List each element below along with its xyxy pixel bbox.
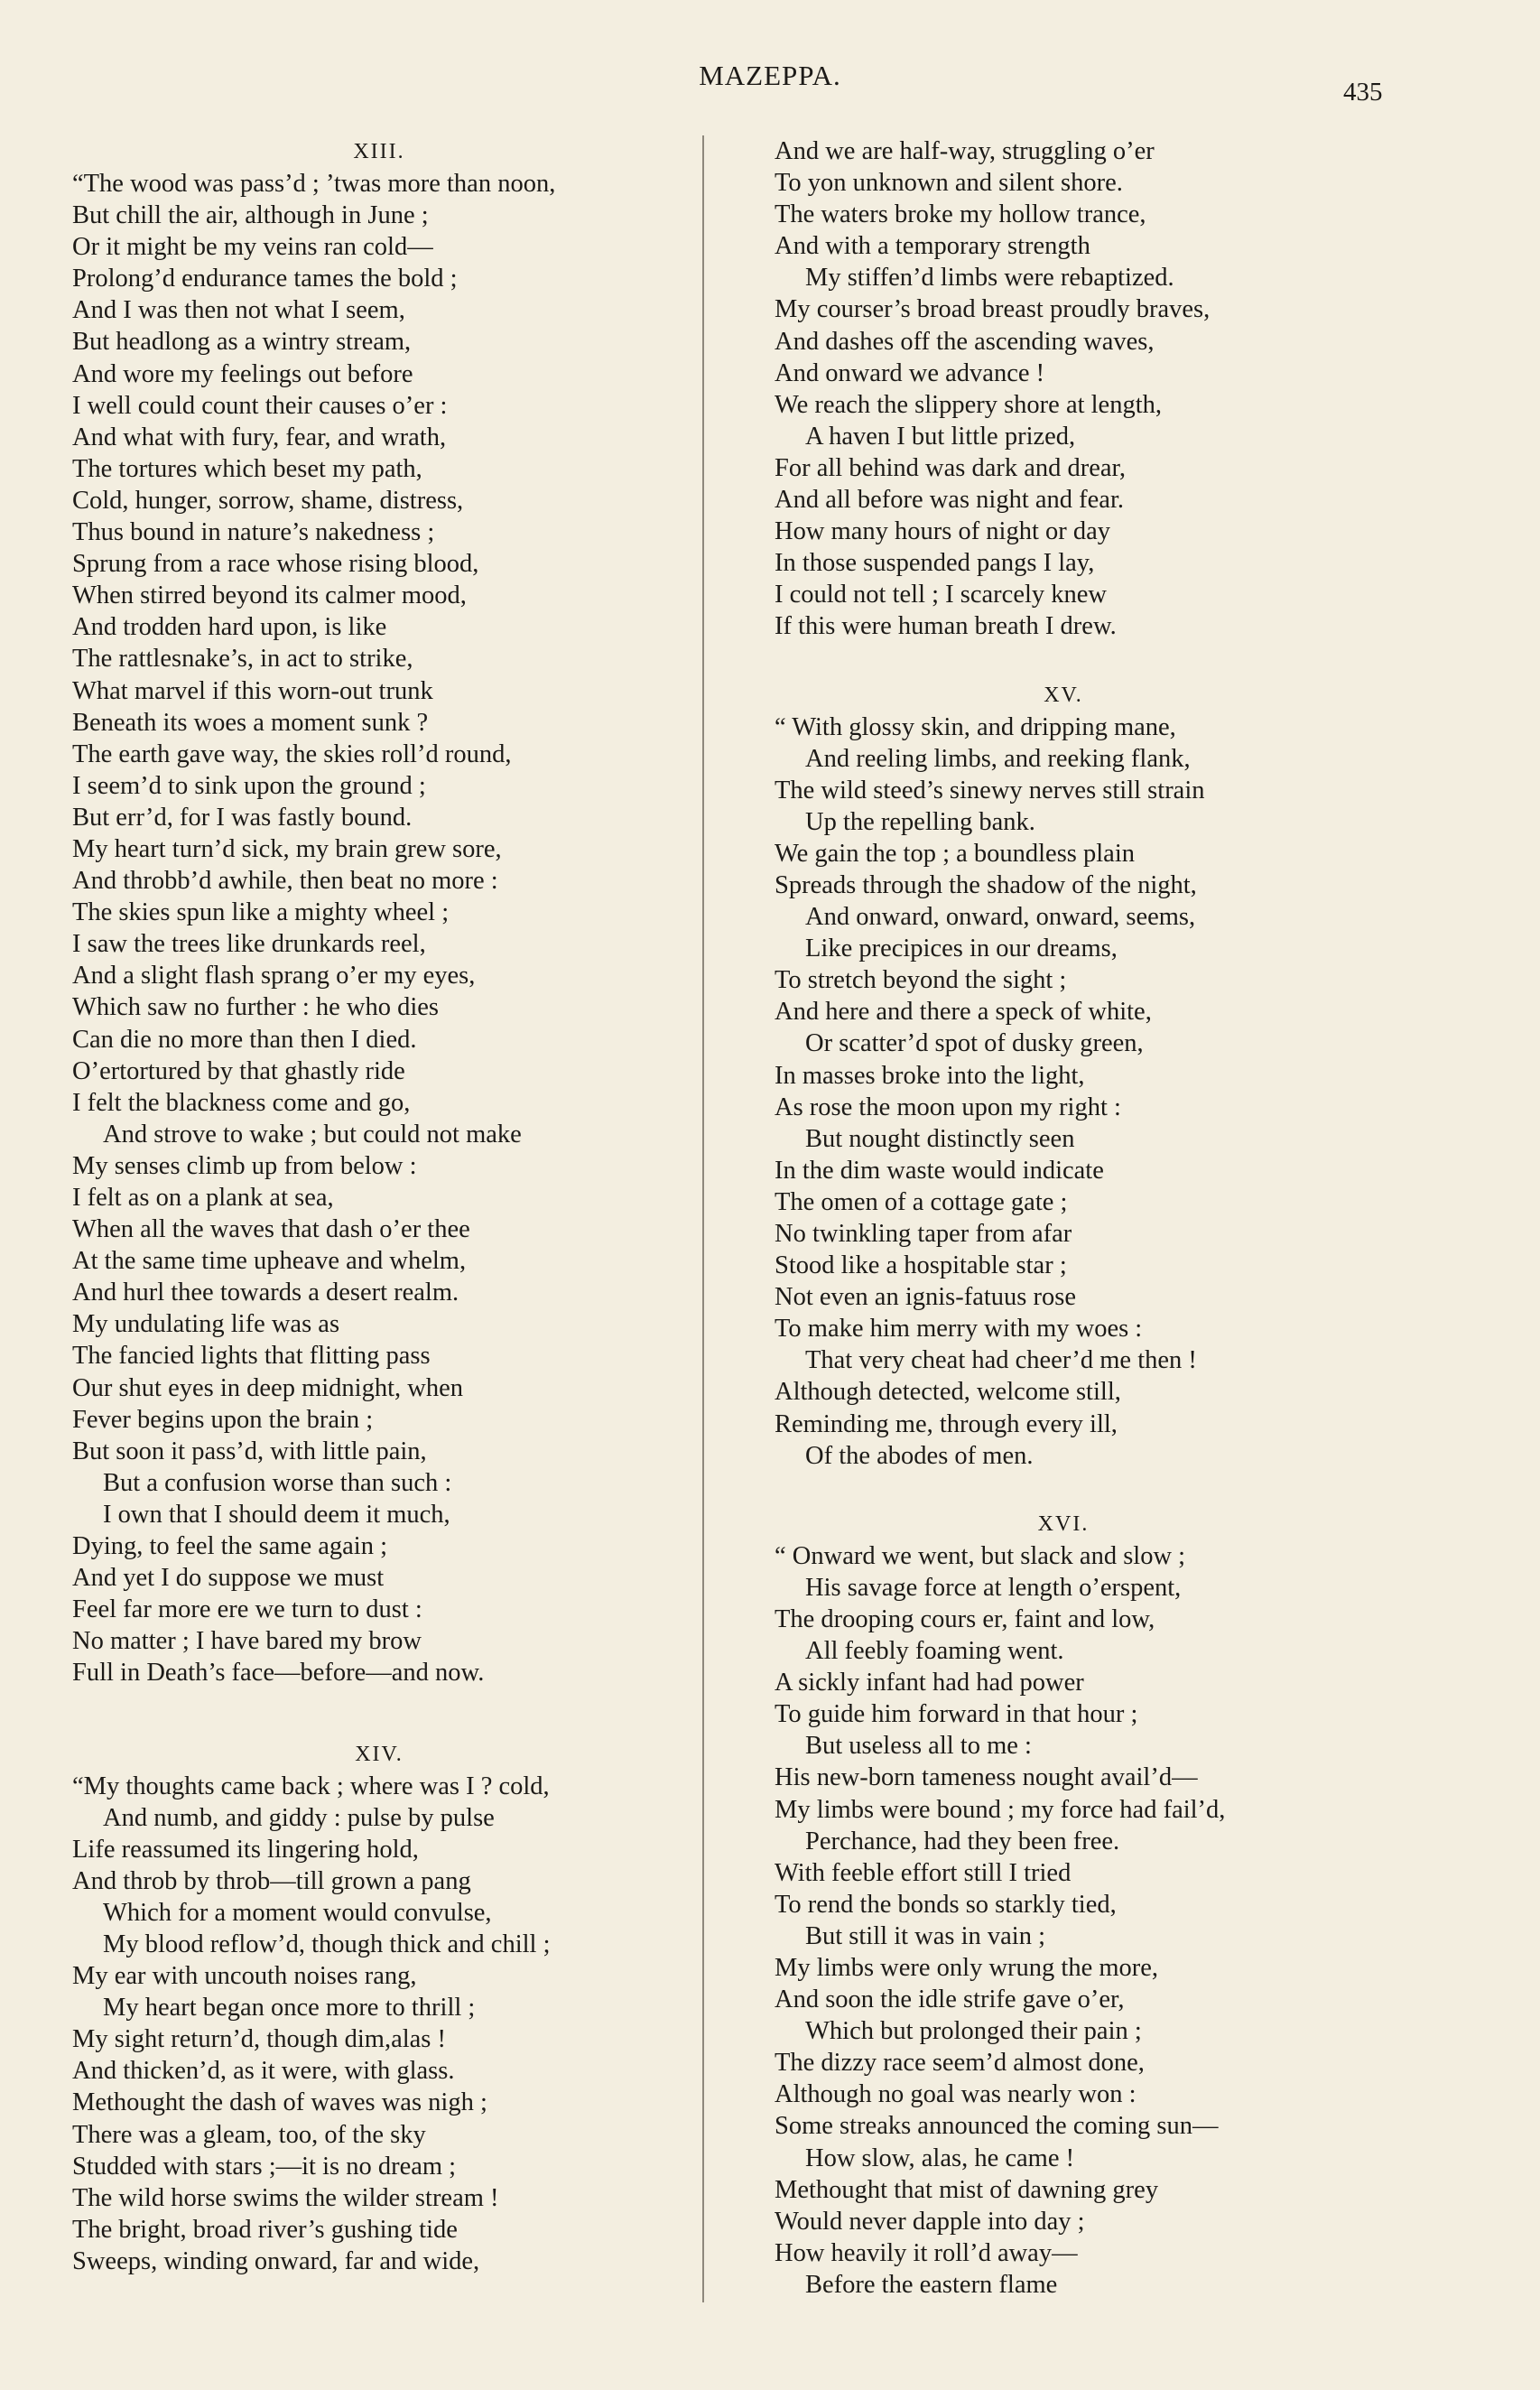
verse-line: Like precipices in our dreams,: [805, 935, 1118, 963]
verse-line: “ Onward we went, but slack and slow ;: [775, 1541, 1186, 1570]
verse-line: The skies spun like a mighty wheel ;: [72, 898, 450, 927]
left-column: [72, 135, 686, 2277]
verse-line: We gain the top ; a boundless plain: [775, 839, 1135, 868]
verse-line: My sight return’d, though dim,alas !: [72, 2025, 446, 2054]
verse-line: Which saw no further : he who dies: [72, 993, 440, 1022]
verse-line: With feeble effort still I tried: [775, 1858, 1072, 1887]
verse-line: The wild horse swims the wilder stream !: [72, 2183, 499, 2212]
stanza-xiv-continued: [775, 135, 1352, 643]
verse-line: Prolong’d endurance tames the bold ;: [72, 265, 458, 293]
verse-line: And yet I do suppose we must: [72, 1564, 385, 1593]
section-numeral-xv: XV.: [1044, 683, 1083, 707]
verse-line: A haven I but little prized,: [805, 422, 1076, 451]
section-numeral-xiv: XIV.: [355, 1742, 404, 1766]
verse-line: To yon unknown and silent shore.: [775, 169, 1123, 198]
verse-line: The waters broke my hollow trance,: [775, 200, 1146, 229]
verse-line: All feebly foaming went.: [805, 1637, 1064, 1666]
verse-line: The earth gave way, the skies roll’d round,: [72, 739, 512, 768]
running-header-title: MAZEPPA.: [699, 60, 841, 91]
verse-line: O’ertortured by that ghastly ride: [72, 1056, 405, 1085]
verse-line: Can die no more than then I died.: [72, 1025, 417, 1054]
verse-line: And soon the idle strife gave o’er,: [775, 1985, 1125, 2014]
verse-line: And with a temporary strength: [775, 232, 1090, 261]
verse-line: Up the repelling bank.: [805, 807, 1035, 836]
verse-line: Life reassumed its lingering hold,: [72, 1835, 419, 1864]
verse-line: And we are half-way, struggling o’er: [775, 137, 1155, 165]
verse-line: Perchance, had they been free.: [805, 1827, 1120, 1855]
verse-line: Beneath its woes a moment sunk ?: [72, 708, 429, 737]
verse-line: That very cheat had cheer’d me then !: [805, 1346, 1197, 1375]
verse-line: I well could count their causes o’er :: [72, 391, 448, 420]
verse-line: No matter ; I have bared my brow: [72, 1627, 422, 1656]
verse-line: “My thoughts came back ; where was I ? cold,: [72, 1772, 550, 1800]
verse-line: I felt as on a plank at sea,: [72, 1184, 334, 1212]
verse-line: Thus bound in nature’s nakedness ;: [72, 518, 435, 547]
verse-line: And onward we advance !: [775, 358, 1045, 387]
verse-line: And dashes off the ascending waves,: [775, 327, 1155, 356]
verse-line: My senses climb up from below :: [72, 1151, 417, 1180]
verse-line: Studded with stars ;—it is no dream ;: [72, 2152, 457, 2181]
verse-line: And throbb’d awhile, then beat no more :: [72, 867, 498, 896]
verse-line: The tortures which beset my path,: [72, 454, 422, 483]
verse-line: As rose the moon upon my right :: [775, 1093, 1121, 1121]
verse-line: For all behind was dark and drear,: [775, 453, 1127, 482]
verse-line: To guide him forward in that hour ;: [775, 1700, 1138, 1729]
verse-line: My ear with uncouth noises rang,: [72, 1962, 417, 1991]
verse-line: My heart turn’d sick, my brain grew sore,: [72, 834, 502, 863]
verse-line: To stretch beyond the sight ;: [775, 966, 1067, 995]
verse-line: My heart began once more to thrill ;: [103, 1994, 476, 2023]
verse-line: But chill the air, although in June ;: [72, 201, 429, 230]
verse-line: My limbs were bound ; my force had fail’d,: [775, 1795, 1226, 1824]
verse-line: Reminding me, through every ill,: [775, 1409, 1118, 1438]
verse-line: But nought distinctly seen: [805, 1124, 1075, 1153]
verse-line: And numb, and giddy : pulse by pulse: [103, 1803, 495, 1832]
verse-line: And I was then not what I seem,: [72, 296, 405, 325]
verse-line: How many hours of night or day: [775, 517, 1111, 546]
verse-line: A sickly infant had had power: [775, 1669, 1084, 1697]
verse-line: And strove to wake ; but could not make: [103, 1120, 522, 1149]
verse-line: My limbs were only wrung the more,: [775, 1953, 1159, 1982]
verse-line: Methought the dash of waves was nigh ;: [72, 2088, 487, 2117]
verse-line: I could not tell ; I scarcely knew: [775, 581, 1107, 609]
verse-line: “ With glossy skin, and dripping mane,: [775, 712, 1176, 741]
stanza-gap: [775, 643, 1352, 679]
verse-line: If this were human breath I drew.: [775, 612, 1117, 641]
verse-line: My blood reflow’d, though thick and chill ;: [103, 1930, 551, 1958]
verse-line: The fancied lights that flitting pass: [72, 1342, 431, 1371]
verse-line: In those suspended pangs I lay,: [775, 549, 1095, 578]
verse-line: But err’d, for I was fastly bound.: [72, 803, 413, 832]
verse-line: No twinkling taper from afar: [775, 1220, 1072, 1248]
verse-line: Sprung from a race whose rising blood,: [72, 550, 479, 579]
verse-line: There was a gleam, too, of the sky: [72, 2120, 426, 2149]
verse-line: Or scatter’d spot of dusky green,: [805, 1029, 1144, 1058]
verse-line: And all before was night and fear.: [775, 486, 1124, 515]
verse-line: And trodden hard upon, is like: [72, 613, 387, 642]
verse-line: And wore my feelings out before: [72, 359, 413, 388]
verse-line: Which for a moment would convulse,: [103, 1898, 492, 1927]
verse-line: Or it might be my veins ran cold—: [72, 233, 433, 262]
verse-line: I own that I should deem it much,: [103, 1500, 450, 1529]
right-column: [775, 135, 1352, 2301]
verse-line: Before the eastern flame: [805, 2270, 1058, 2299]
verse-line: My courser’s broad breast proudly braves,: [775, 295, 1211, 324]
verse-line: Would never dapple into day ;: [775, 2207, 1085, 2236]
verse-line: And a slight flash sprang o’er my eyes,: [72, 962, 476, 990]
verse-line: How slow, alas, he came !: [805, 2144, 1075, 2172]
verse-line: Methought that mist of dawning grey: [775, 2175, 1159, 2204]
verse-line: The drooping cours er, faint and low,: [775, 1604, 1155, 1633]
verse-line: And reeling limbs, and reeking flank,: [805, 744, 1191, 773]
page-number: 435: [1343, 78, 1383, 107]
verse-line: The wild steed’s sinewy nerves still strain: [775, 776, 1205, 804]
verse-line: But headlong as a wintry stream,: [72, 328, 412, 357]
verse-line: I felt the blackness come and go,: [72, 1088, 411, 1117]
verse-line: And onward, onward, onward, seems,: [805, 903, 1196, 932]
verse-line: And throb by throb—till grown a pang: [72, 1866, 471, 1895]
verse-line: But still it was in vain ;: [805, 1921, 1046, 1950]
verse-line: The rattlesnake’s, in act to strike,: [72, 645, 413, 674]
verse-line: But useless all to me :: [805, 1732, 1032, 1761]
verse-line: Spreads through the shadow of the night,: [775, 870, 1197, 899]
stanza-gap: [775, 1472, 1352, 1508]
verse-line: Feel far more ere we turn to dust :: [72, 1595, 422, 1624]
verse-line: Although no goal was nearly won :: [775, 2080, 1136, 2109]
verse-line: Our shut eyes in deep midnight, when: [72, 1373, 463, 1402]
verse-line: Stood like a hospitable star ;: [775, 1251, 1067, 1280]
section-numeral-xvi: XVI.: [1037, 1511, 1090, 1536]
stanza-gap: [72, 1689, 686, 1738]
verse-line: His savage force at length o’erspent,: [805, 1573, 1182, 1602]
verse-line: “The wood was pass’d ; ’twas more than noon,: [72, 170, 556, 198]
verse-line: Full in Death’s face—before—and now.: [72, 1659, 485, 1688]
column-divider: [702, 135, 704, 2302]
stanza-xvi: [775, 1540, 1352, 2301]
verse-line: My stiffen’d limbs were rebaptized.: [805, 264, 1174, 293]
verse-line: When stirred beyond its calmer mood,: [72, 581, 467, 610]
stanza-xiii: [72, 168, 686, 1689]
verse-line: Fever begins upon the brain ;: [72, 1405, 374, 1434]
verse-line: We reach the slippery shore at length,: [775, 390, 1163, 419]
section-numeral-xiii: XIII.: [353, 140, 405, 163]
verse-line: His new-born tameness nought avail’d—: [775, 1763, 1198, 1792]
verse-line: I saw the trees like drunkards reel,: [72, 930, 426, 959]
verse-line: The omen of a cottage gate ;: [775, 1187, 1068, 1216]
verse-line: Although detected, welcome still,: [775, 1378, 1121, 1407]
verse-line: But a confusion worse than such :: [103, 1468, 452, 1497]
verse-line: Some streaks announced the coming sun—: [775, 2112, 1219, 2141]
verse-line: And what with fury, fear, and wrath,: [72, 423, 447, 451]
verse-line: My undulating life was as: [72, 1310, 340, 1339]
verse-line: I seem’d to sink upon the ground ;: [72, 771, 426, 800]
verse-line: The bright, broad river’s gushing tide: [72, 2215, 458, 2244]
verse-line: When all the waves that dash o’er thee: [72, 1215, 470, 1244]
verse-line: But soon it pass’d, with little pain,: [72, 1437, 427, 1465]
verse-line: To rend the bonds so starkly tied,: [775, 1890, 1117, 1919]
verse-line: Which but prolonged their pain ;: [805, 2017, 1142, 2046]
stanza-xiv: [72, 1771, 686, 2278]
verse-line: In the dim waste would indicate: [775, 1156, 1104, 1185]
verse-line: Not even an ignis-fatuus rose: [775, 1283, 1076, 1312]
verse-line: In masses broke into the light,: [775, 1061, 1085, 1090]
verse-line: To make him merry with my woes :: [775, 1315, 1143, 1344]
verse-line: Dying, to feel the same again ;: [72, 1532, 388, 1561]
verse-line: Of the abodes of men.: [805, 1441, 1034, 1470]
verse-line: At the same time upheave and whelm,: [72, 1247, 467, 1276]
verse-line: Sweeps, winding onward, far and wide,: [72, 2246, 480, 2275]
verse-line: Cold, hunger, sorrow, shame, distress,: [72, 486, 464, 515]
verse-line: What marvel if this worn-out trunk: [72, 676, 433, 705]
stanza-xv: [775, 711, 1352, 1472]
verse-line: How heavily it roll’d away—: [775, 2238, 1078, 2267]
verse-line: And hurl thee towards a desert realm.: [72, 1279, 459, 1307]
verse-line: And thicken’d, as it were, with glass.: [72, 2057, 455, 2086]
verse-line: And here and there a speck of white,: [775, 998, 1152, 1027]
verse-line: The dizzy race seem’d almost done,: [775, 2049, 1145, 2078]
